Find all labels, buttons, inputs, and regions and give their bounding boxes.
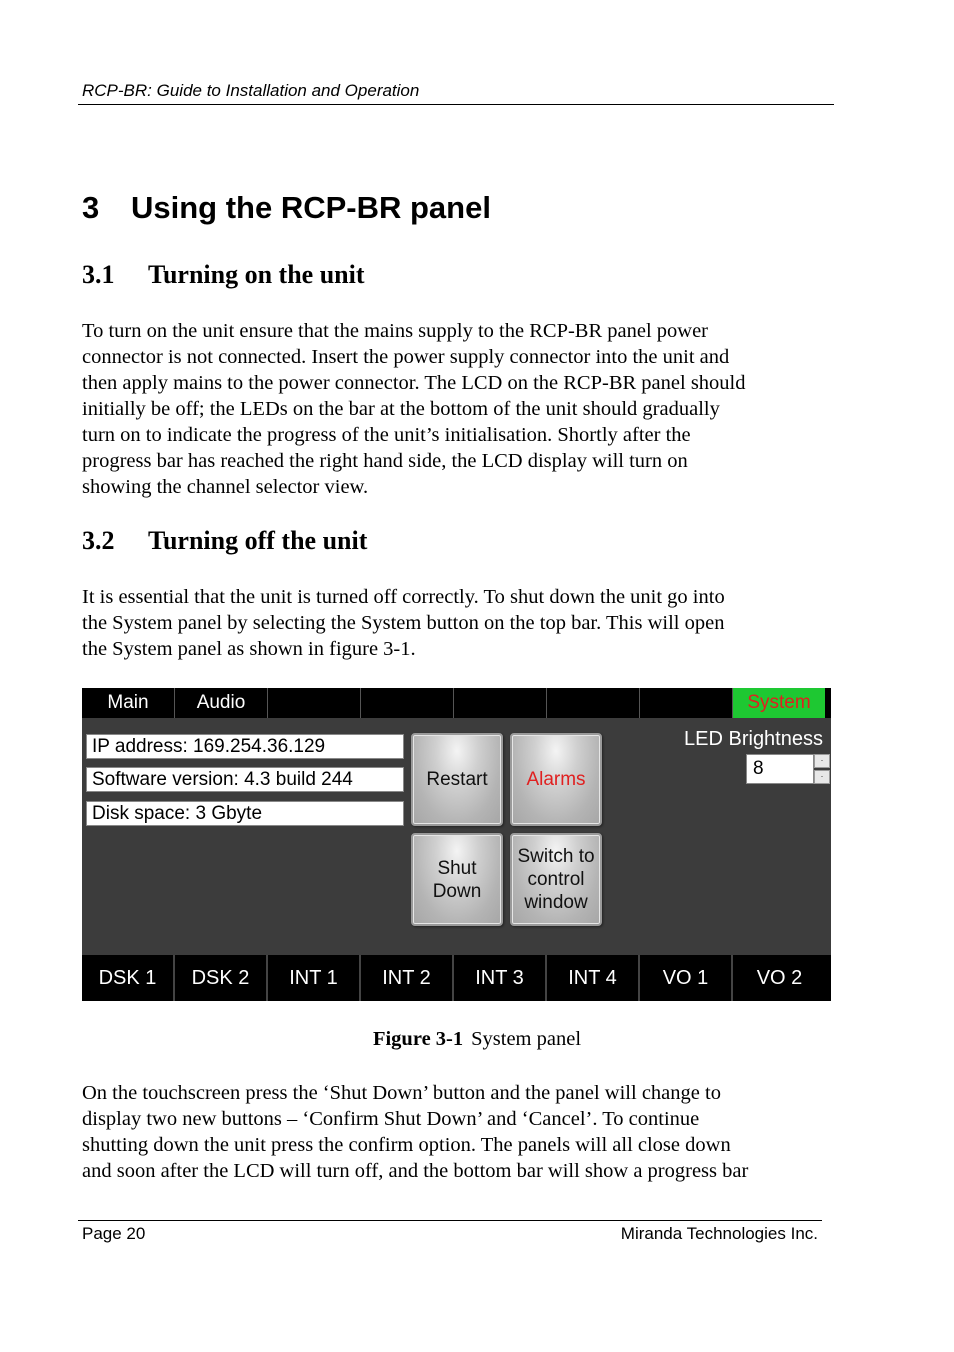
text-line: shutting down the unit press the confirm option. The panels will all close down [82,1134,731,1156]
section-title: Using the RCP-BR panel [131,190,491,225]
figure-caption [0,1028,954,1051]
text-line: the System panel as shown in figure 3-1. [82,638,416,660]
led-brightness-input[interactable]: 8 [746,754,814,784]
int1-button[interactable]: INT 1 [268,955,361,1001]
switch-label-line: control [527,869,585,890]
ip-address-field: IP address: 169.254.36.129 [86,734,404,759]
text-line: initially be off; the LEDs on the bar at the bottom of the unit should gradually [82,398,720,420]
section-heading [82,190,491,226]
tab-audio[interactable]: Audio [175,688,268,718]
alarms-button[interactable] [510,733,602,826]
running-header: RCP-BR: Guide to Installation and Operation [82,81,420,100]
subsection-number: 3.2 [82,526,115,555]
text-line: turn on to indicate the progress of the unit’s initialisation. Shortly after the [82,424,691,446]
shut-down-label-line: Down [432,880,482,902]
text-line: To turn on the unit ensure that the mains supply to the RCP-BR panel power [82,320,709,342]
text-line: then apply mains to the power connector. The LCD on the RCP-BR panel should [82,372,746,394]
section-number: 3 [82,190,100,225]
vo2-button[interactable]: VO 2 [756,966,803,989]
disk-space-field: Disk space: 3 Gbyte [86,801,404,826]
dsk1-button[interactable]: DSK 1 [82,955,175,1001]
text-line: the System panel by selecting the System button on the top bar. This will open [82,612,725,634]
text-line: display two new buttons – ‘Confirm Shut Down’ and ‘Cancel’. To continue [82,1108,700,1130]
page-number: Page 20 [82,1224,146,1243]
shut-down-button[interactable] [411,833,503,926]
footer-rule [78,1220,822,1221]
subsection-number: 3.1 [82,260,115,289]
text-line: progress bar has reached the right hand side, the LCD display will turn on [82,450,688,472]
restart-button[interactable] [411,733,503,826]
bottom-button-bar [82,955,831,1001]
text-line: connector is not connected. Insert the power supply connector into the unit and [82,346,730,368]
tab-empty[interactable] [361,688,454,718]
text-line: showing the channel selector view. [82,476,369,498]
subsection-title: Turning on the unit [148,260,365,289]
int3-button[interactable]: INT 3 [454,955,547,1001]
figure-caption-text: System panel [471,1028,582,1050]
system-panel-figure [82,688,831,1001]
switch-label-line: Switch to [517,846,595,867]
dsk2-button[interactable]: DSK 2 [175,955,268,1001]
tab-system[interactable]: System [733,688,825,718]
tab-main[interactable]: Main [82,688,175,718]
tab-empty[interactable] [454,688,547,718]
tab-empty[interactable] [640,688,733,718]
led-brightness-label: LED Brightness [684,728,823,750]
led-brightness-spinner [814,754,830,784]
text-line: It is essential that the unit is turned off correctly. To shut down the unit go into [82,586,725,608]
subsection-title: Turning off the unit [148,526,368,555]
restart-button-label: Restart [426,769,488,790]
tab-empty[interactable] [268,688,361,718]
switch-label-line: window [524,892,588,913]
company-name: Miranda Technologies Inc. [620,1224,818,1243]
paragraph-turning-off [82,584,832,662]
paragraph-turning-on [82,318,832,500]
text-line: On the touchscreen press the ‘Shut Down’ button and the panel will change to [82,1082,721,1104]
figure-label: Figure 3-1 [372,1028,464,1050]
int2-button[interactable]: INT 2 [361,955,454,1001]
shut-down-label-line: Shut [437,857,477,879]
subsection-heading-1 [82,260,365,290]
vo1-button[interactable]: VO 1 [640,955,733,1001]
paragraph-shutdown [82,1080,832,1184]
spin-up-icon[interactable]: · [814,754,830,768]
tab-empty[interactable] [547,688,640,718]
subsection-heading-2 [82,526,367,556]
int4-button[interactable]: INT 4 [547,955,640,1001]
switch-to-control-window-button[interactable] [510,833,602,926]
alarms-button-label: Alarms [526,769,586,790]
software-version-field: Software version: 4.3 build 244 [86,767,404,792]
top-tab-bar [82,688,831,718]
text-line: and soon after the LCD will turn off, and the bottom bar will show a progress bar [82,1160,749,1182]
spin-down-icon[interactable]: · [814,770,830,784]
header-rule [78,104,834,105]
